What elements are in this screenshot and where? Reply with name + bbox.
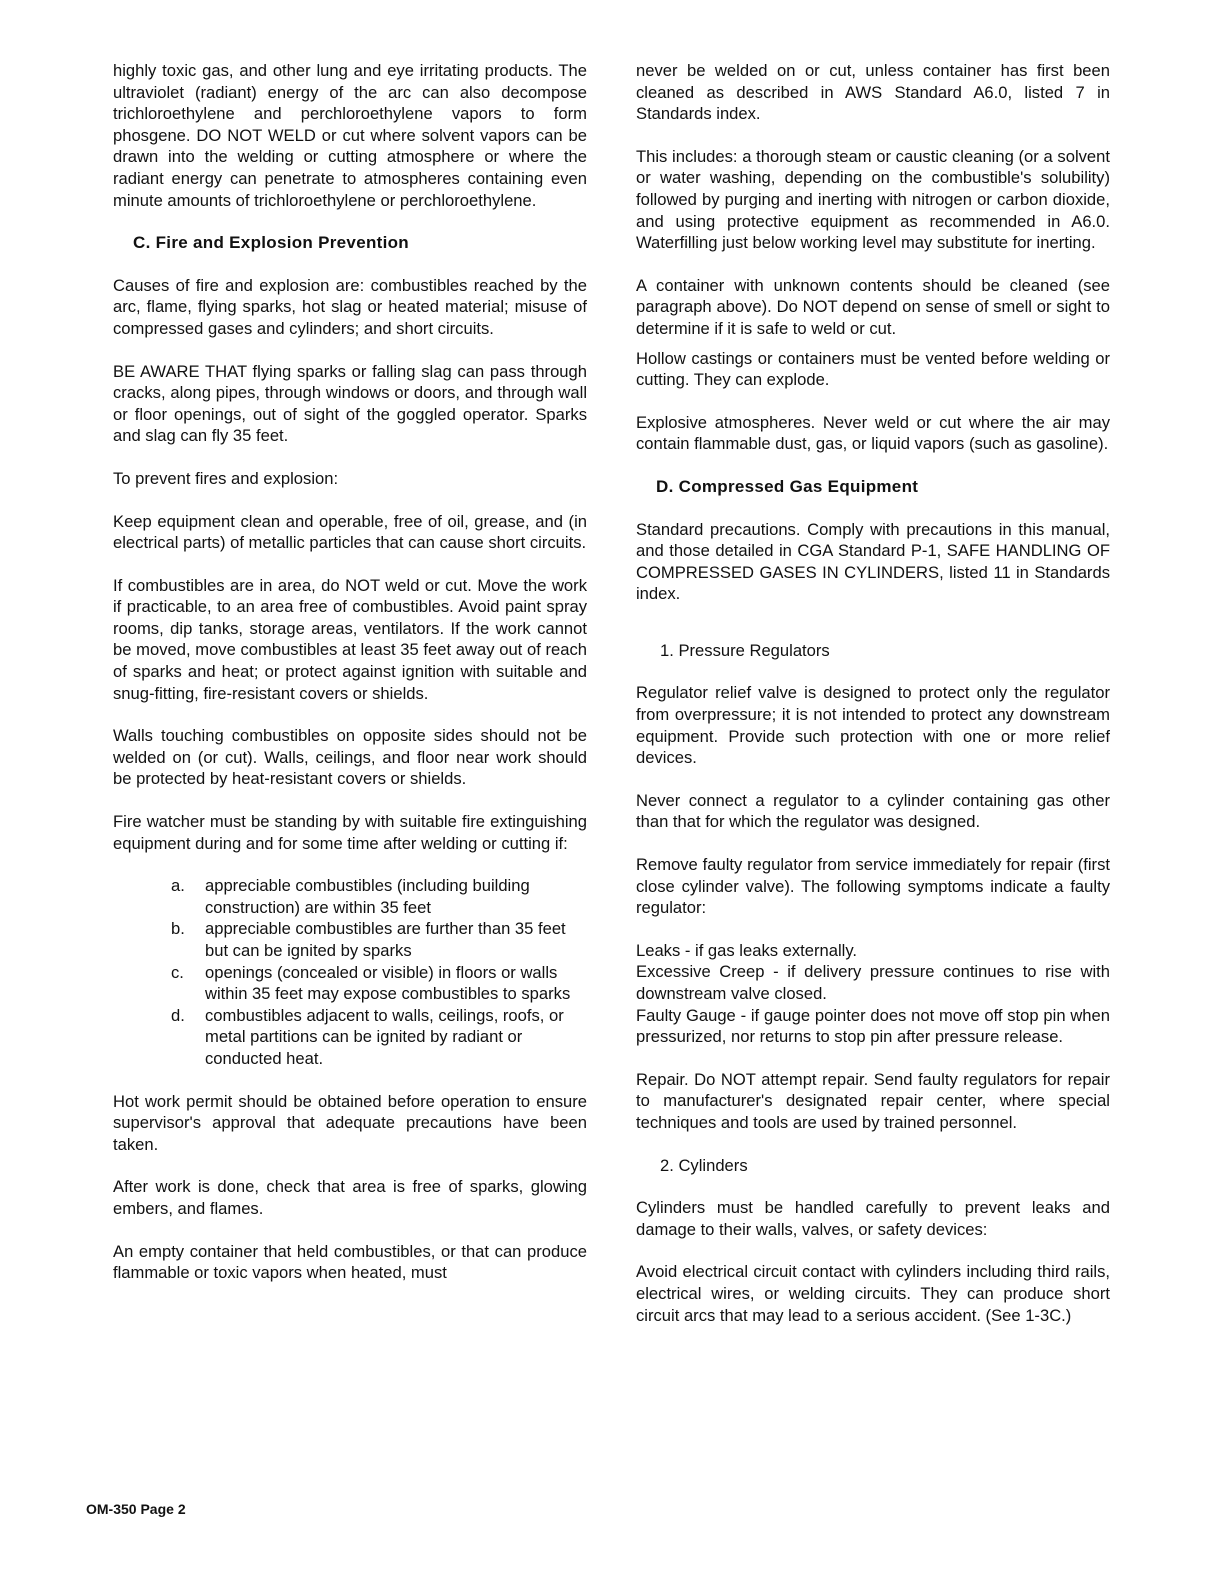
cylinders-heading: 2. Cylinders (660, 1155, 748, 1175)
empty-container-paragraph: An empty container that held combustibles, or that can produce flammable or toxic vapors when heated, must (113, 1241, 587, 1283)
section-c-heading: C. Fire and Explosion Prevention (133, 233, 409, 253)
left-column (113, 60, 587, 1305)
list-text: combustibles adjacent to walls, ceilings, roofs, or metal partitions can be ignited by radiant or conducted heat. (205, 1005, 564, 1068)
list-item (171, 1005, 587, 1070)
list-marker: c. (171, 962, 184, 982)
never-connect-paragraph: Never connect a regulator to a cylinder containing gas other than that for which the regulator was designed. (636, 790, 1110, 832)
list-text: appreciable combustibles (including building construction) are within 35 feet (205, 876, 530, 917)
list-marker: b. (171, 919, 185, 939)
to-prevent-paragraph: To prevent fires and explosion: (113, 468, 339, 488)
list-text: appreciable combustibles are further than 35 feet but can be ignited by sparks (205, 919, 566, 960)
hot-work-paragraph: Hot work permit should be obtained before operation to ensure supervisor's approval that adequate precautions have been taken. (113, 1091, 587, 1154)
list-marker: d. (171, 1005, 185, 1025)
list-item: Leaks - if gas leaks externally. (636, 940, 858, 960)
list-item (171, 918, 587, 961)
list-item: Faulty Gauge - if gauge pointer does not move off stop pin when pressurized, nor returns to stop pin after pressure release. (636, 1005, 1110, 1047)
causes-paragraph: Causes of fire and explosion are: combustibles reached by the arc, flame, flying sparks, hot slag or heated material; misuse of compressed gases and cylinders; and short circuits. (113, 275, 587, 338)
list-marker: a. (171, 876, 185, 896)
avoid-contact-paragraph: Avoid electrical circuit contact with cylinders including third rails, electrical wires, or welding circuits. They can produce short circuit arcs that may lead to a serious accident. (See 1-3C.) (636, 1262, 1110, 1325)
page-footer: OM-350 Page 2 (86, 1501, 186, 1517)
list-item (171, 875, 587, 918)
pressure-regulators-heading: 1. Pressure Regulators (660, 640, 830, 660)
right-column (636, 60, 1110, 1347)
relief-valve-paragraph: Regulator relief valve is designed to protect only the regulator from overpressure; it is not intended to protect any downstream equipment. Provide such protection with one or more relief devices. (636, 683, 1110, 768)
hollow-castings-paragraph: Hollow castings or containers must be vented before welding or cutting. They can explode. (636, 348, 1110, 390)
fire-watcher-paragraph: Fire watcher must be standing by with suitable fire extinguishing equipment during and for some time after welding or cutting if: (113, 812, 587, 853)
walls-touching-paragraph: Walls touching combustibles on opposite sides should not be welded on (or cut). Walls, ceilings, and floor near work should be protected by heat-resistant covers or shields. (113, 726, 587, 789)
section-d-heading: D. Compressed Gas Equipment (656, 476, 919, 496)
unknown-contents-paragraph: A container with unknown contents should be cleaned (see paragraph above). Do NOT depend on sense of smell or sight to determine if it is safe to weld or cut. (636, 275, 1110, 338)
standard-precautions-paragraph: Standard precautions. Comply with precautions in this manual, and those detailed in CGA Standard P-1, SAFE HANDLING OF COMPRESSED GASES IN CYLINDERS, listed 11 in Standards index. (636, 519, 1110, 604)
remove-faulty-paragraph: Remove faulty regulator from service immediately for repair (first close cylinder valve). The following symptoms indicate a faulty regulator: (636, 855, 1110, 918)
list-item (171, 962, 587, 1005)
intro-paragraph: highly toxic gas, and other lung and eye irritating products. The ultraviolet (radiant) energy of the arc can also decompose trichloroethylene and perchloroethylene vapors to form phosgene. DO NOT WELD or cut where solvent vapors can be drawn into the welding or cutting atmosphere or where the radiant energy can penetrate to atmospheres containing even minute amounts of trichloroethylene or perchloroethylene. (113, 61, 587, 210)
symptoms-list (636, 940, 1110, 1048)
repair-paragraph: Repair. Do NOT attempt repair. Send faulty regulators for repair to manufacturer's designated repair center, where special techniques and tools are used by trained personnel. (636, 1069, 1110, 1132)
explosive-atmospheres-paragraph: Explosive atmospheres. Never weld or cut where the air may contain flammable dust, gas, or liquid vapors (such as gasoline). (636, 412, 1110, 454)
list-text: openings (concealed or visible) in floors or walls within 35 feet may expose combustibles to sparks (205, 962, 571, 1004)
if-combustibles-paragraph: If combustibles are in area, do NOT weld or cut. Move the work if practicable, to an area free of combustibles. Avoid paint spray rooms, dip tanks, storage areas, ventilators. If the work cannot be moved, move combustibles at least 35 feet away out of reach of sparks and heat; or protect against ignition with suitable and snug-fitting, fire-resistant covers or shields. (113, 575, 587, 703)
conditions-list (113, 875, 587, 1069)
be-aware-paragraph: BE AWARE THAT flying sparks or falling slag can pass through cracks, along pipes, through windows or doors, and through wall or floor openings, out of sight of the goggled operator. Sparks and slag can fly 35 feet. (113, 361, 587, 446)
keep-clean-paragraph: Keep equipment clean and operable, free of oil, grease, and (in electrical parts) of metallic particles that can cause short circuits. (113, 511, 587, 553)
after-work-paragraph: After work is done, check that area is free of sparks, glowing embers, and flames. (113, 1177, 587, 1218)
continued-paragraph: never be welded on or cut, unless container has first been cleaned as described in AWS Standard A6.0, listed 7 in Standards index. (636, 61, 1110, 124)
cylinders-handled-paragraph: Cylinders must be handled carefully to prevent leaks and damage to their walls, valves, or safety devices: (636, 1198, 1110, 1239)
includes-paragraph: This includes: a thorough steam or caustic cleaning (or a solvent or water washing, depending on the combustible's solubility) followed by purging and inerting with nitrogen or carbon dioxide, and using protective equipment as recommended in A6.0. Waterfilling just below working level may substitute for inerting. (636, 146, 1110, 253)
list-item: Excessive Creep - if delivery pressure continues to rise with downstream valve closed. (636, 962, 1110, 1003)
